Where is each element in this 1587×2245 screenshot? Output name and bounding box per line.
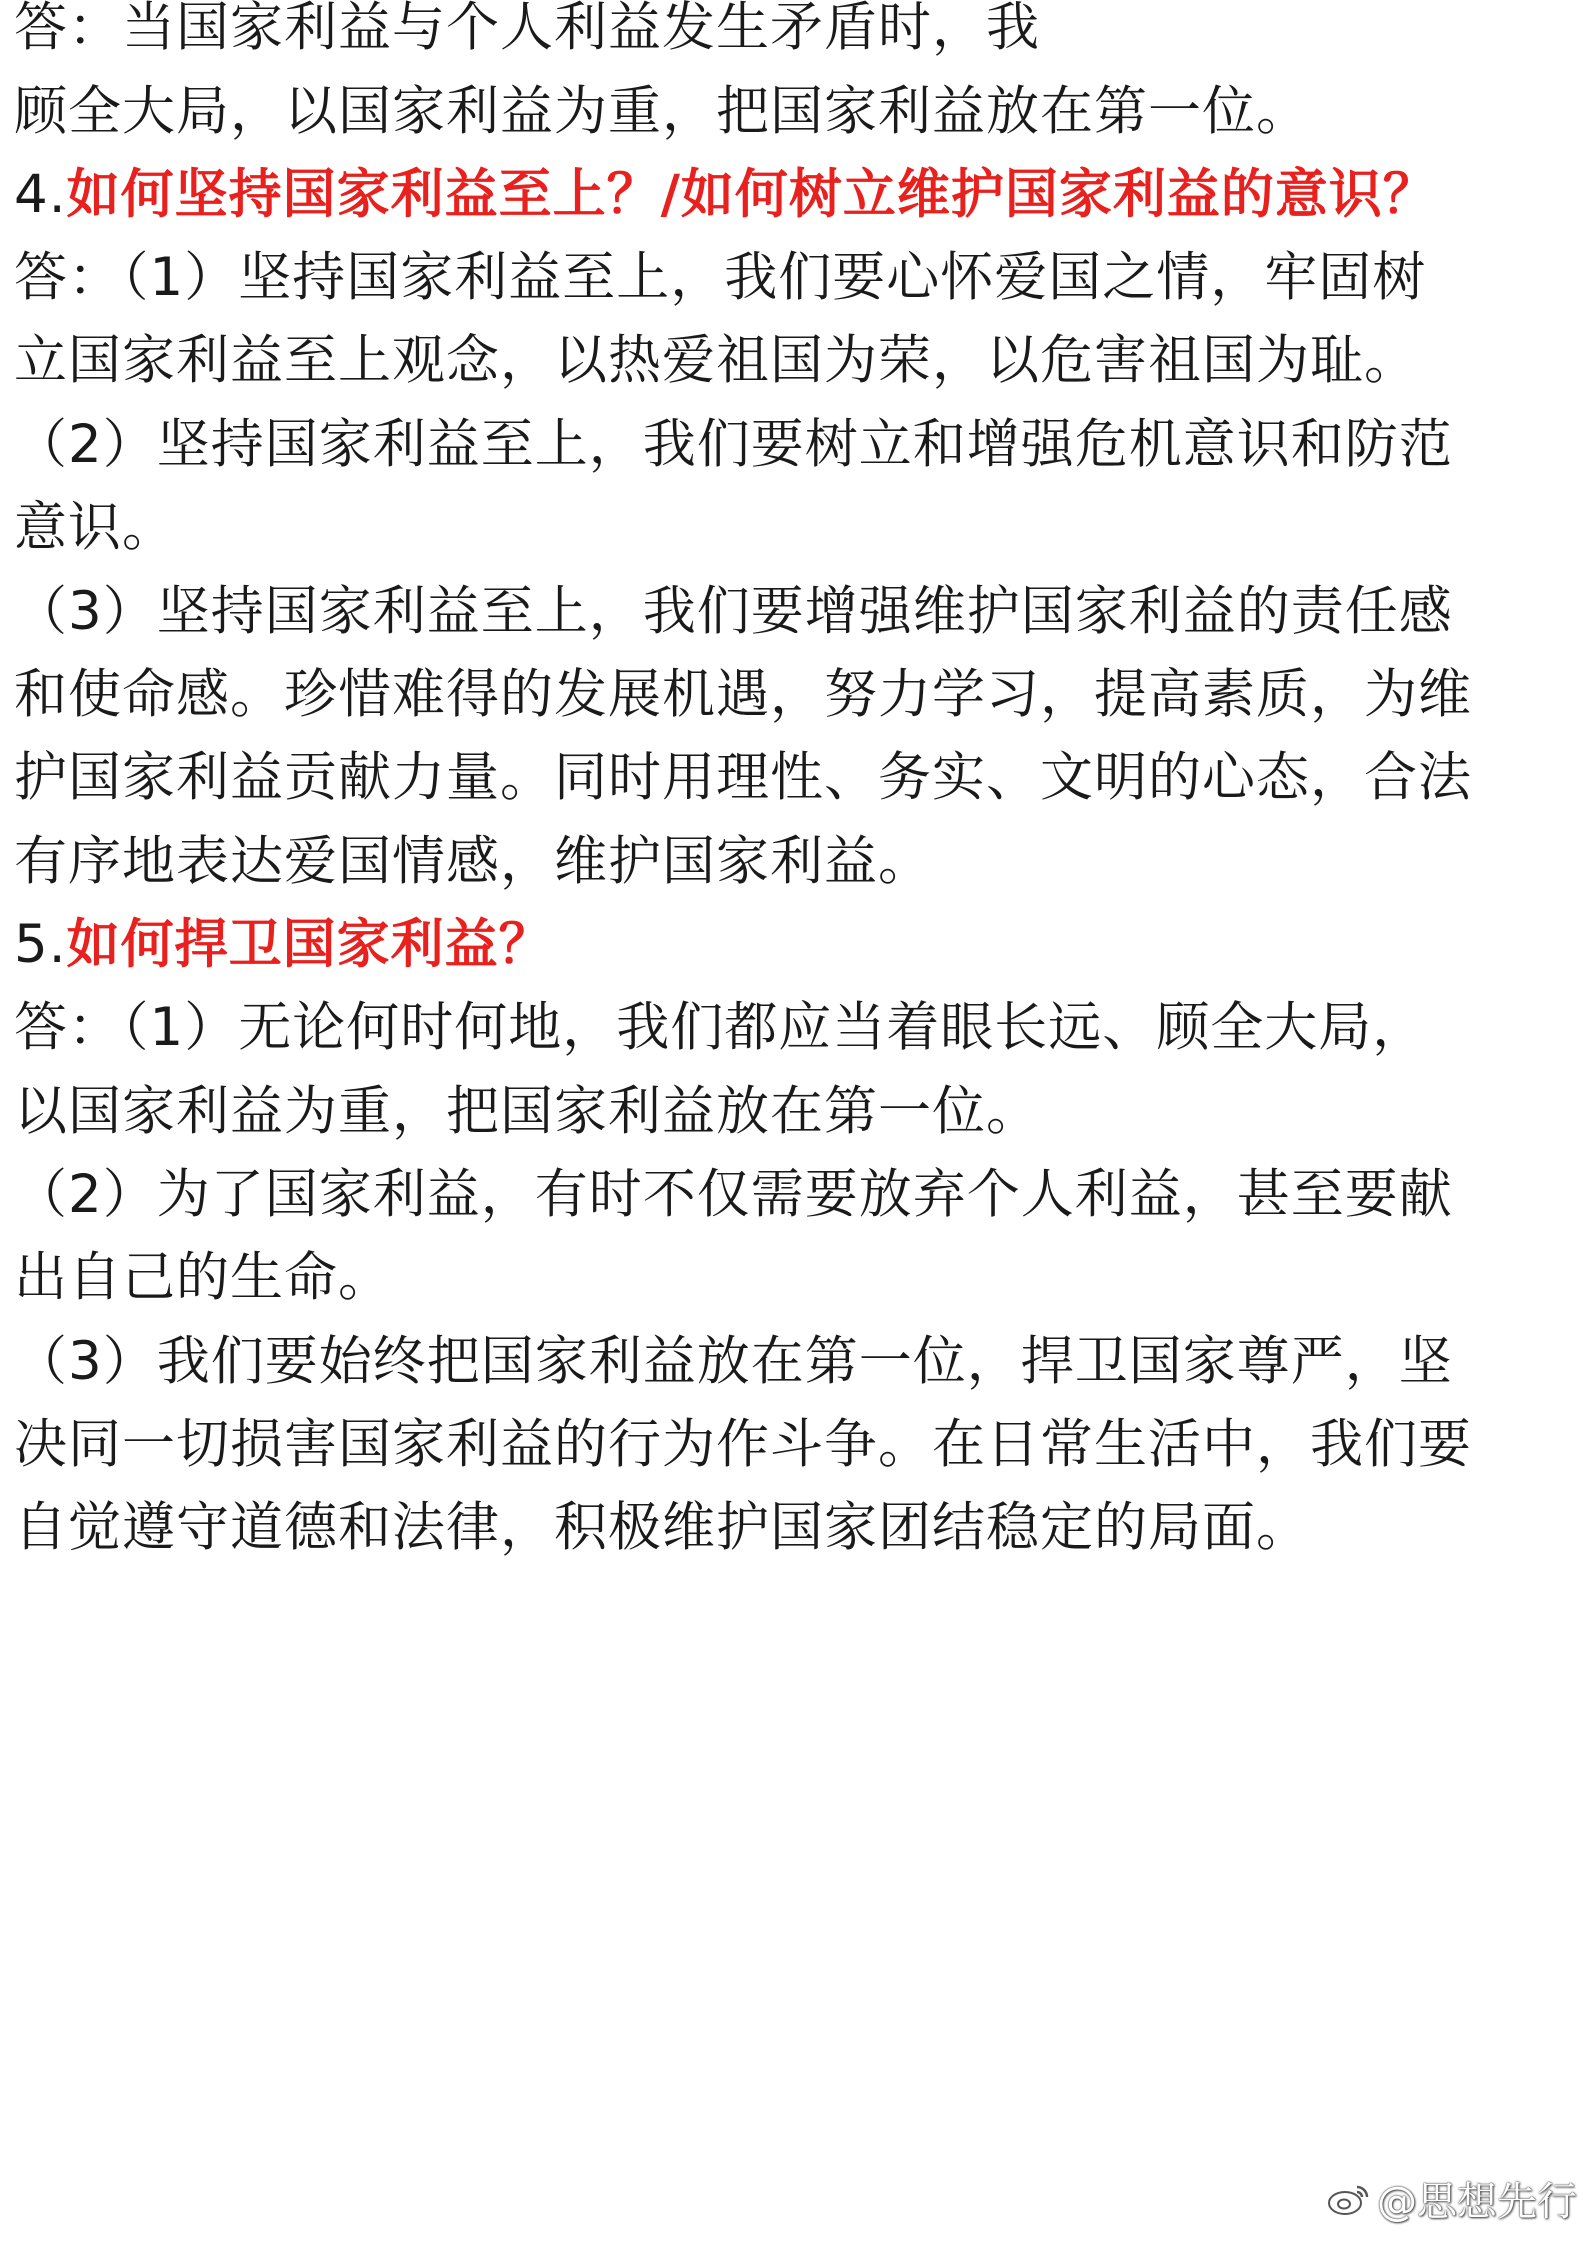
answer-4-line-3: （2）坚持国家利益至上，我们要树立和增强危机意识和防范 (14, 414, 1453, 475)
top-fade-overlay (1094, 0, 1234, 78)
answer-5-line-2: 以国家利益为重，把国家利益放在第一位。 (14, 1081, 1040, 1142)
answer-4-line-6: 和使命感。珍惜难得的发展机遇，努力学习，提高素质，为维 (14, 664, 1472, 725)
answer-3-line-2: 顾全大局，以国家利益为重，把国家利益放在第一位。 (14, 81, 1310, 142)
answer-4-line-1: 答：（1）坚持国家利益至上，我们要心怀爱国之情，牢固树 (14, 247, 1427, 308)
answer-5-line-4: 出自己的生命。 (14, 1247, 392, 1308)
answer-4-line-8: 有序地表达爱国情感，维护国家利益。 (14, 831, 932, 892)
answer-5-line-5: （3）我们要始终把国家利益放在第一位，捍卫国家尊严，坚 (14, 1331, 1453, 1392)
answer-5-line-3: （2）为了国家利益，有时不仅需要放弃个人利益，甚至要献 (14, 1164, 1453, 1225)
question-4-number: 4. (14, 164, 67, 225)
answer-4-line-5: （3）坚持国家利益至上，我们要增强维护国家利益的责任感 (14, 581, 1453, 642)
watermark-text: @思想先行 (1377, 2179, 1577, 2225)
weibo-logo-icon (1327, 2181, 1371, 2217)
answer-5-line-7: 自觉遵守道德和法律，积极维护国家团结稳定的局面。 (14, 1497, 1310, 1558)
answer-4-line-7: 护国家利益贡献力量。同时用理性、务实、文明的心态，合法 (14, 747, 1472, 808)
question-5 (14, 905, 553, 985)
answer-3-line-1: 答：当国家利益与个人利益发生矛盾时，我 (14, 0, 1040, 58)
question-5-text: 如何捍卫国家利益？ (66, 914, 553, 975)
question-4-text: 如何坚持国家利益至上？/如何树立维护国家利益的意识？ (66, 164, 1437, 225)
watermark (1327, 2170, 1577, 2227)
answer-5-line-1: 答：（1）无论何时何地，我们都应当着眼长远、顾全大局， (14, 997, 1427, 1058)
question-5-number: 5. (14, 914, 67, 975)
question-4 (14, 155, 1437, 235)
answer-4-line-4: 意识。 (14, 497, 176, 558)
answer-5-line-6: 决同一切损害国家利益的行为作斗争。在日常生活中，我们要 (14, 1414, 1472, 1475)
answer-4-line-2: 立国家利益至上观念，以热爱祖国为荣，以危害祖国为耻。 (14, 330, 1418, 391)
